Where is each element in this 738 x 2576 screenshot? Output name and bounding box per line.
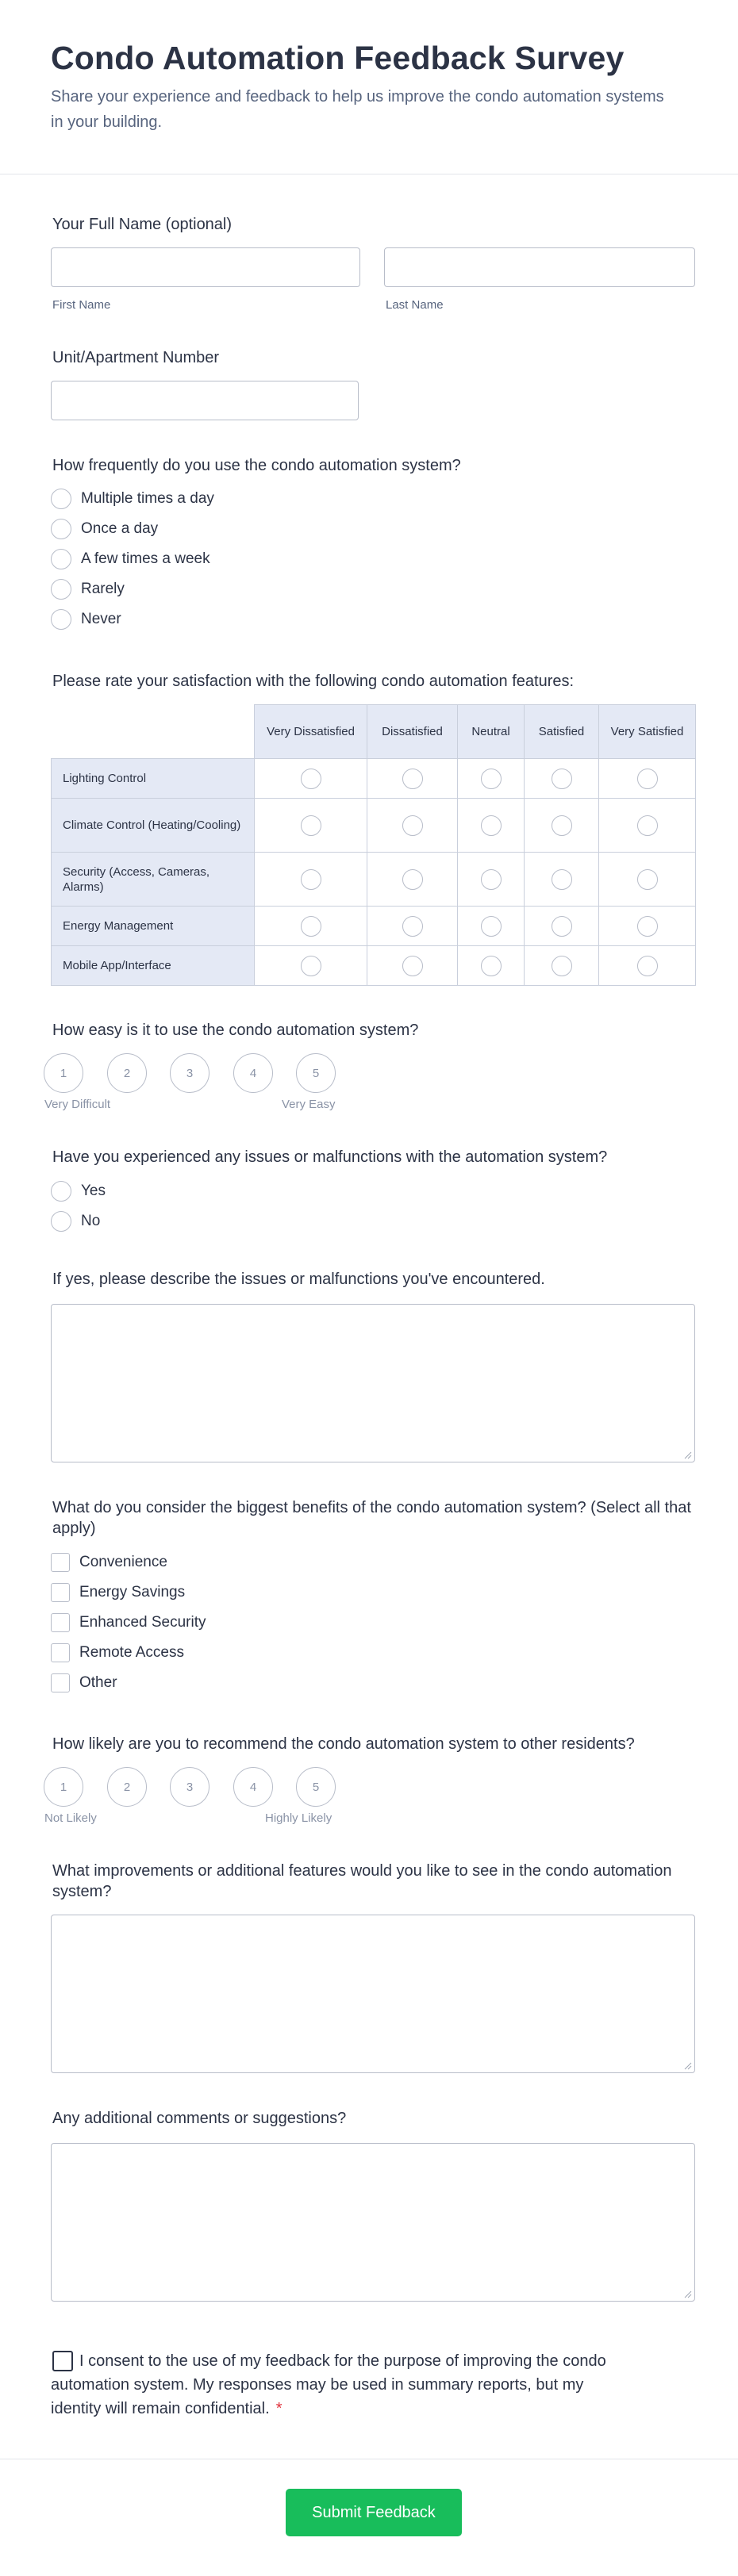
matrix-column-header: Dissatisfied [367,705,458,759]
ease-high-caption: Very Easy [282,1098,336,1111]
issues-option-no[interactable] [51,1210,100,1232]
matrix-row-header: Climate Control (Heating/Cooling) [52,799,255,853]
frequency-option[interactable] [51,608,121,631]
matrix-radio[interactable] [637,956,658,976]
option-label: A few times a week [81,550,210,567]
radio-button[interactable] [51,519,71,539]
matrix-row [52,946,696,986]
checkbox[interactable] [51,1643,70,1662]
issues-option-yes[interactable] [51,1180,106,1202]
consent-label [51,2349,622,2421]
checkbox[interactable] [51,1553,70,1572]
resize-grip-icon[interactable] [684,2062,692,2070]
benefits-option[interactable] [51,1551,167,1574]
issues-question-label: Have you experienced any issues or malfunctions with the automation system? [52,1148,608,1166]
first-name-input[interactable] [51,247,360,287]
ease-question-label: How easy is it to use the condo automation system? [52,1022,419,1039]
matrix-radio[interactable] [552,956,572,976]
matrix-row-header: Lighting Control [52,759,255,799]
matrix-row [52,759,696,799]
option-label: Enhanced Security [79,1614,206,1631]
matrix-radio[interactable] [301,769,321,789]
matrix-radio[interactable] [481,869,502,890]
issues-describe-label: If yes, please describe the issues or malfunctions you've encountered. [52,1271,545,1288]
radio-button[interactable] [51,1211,71,1232]
matrix-row [52,799,696,853]
matrix-radio[interactable] [402,956,423,976]
matrix-row [52,907,696,946]
improvements-question-label: What improvements or additional features would you like to see in the condo automation system? [52,1862,672,1900]
satisfaction-matrix-label: Please rate your satisfaction with the following condo automation features: [52,673,575,690]
radio-button[interactable] [51,1181,71,1202]
matrix-radio[interactable] [301,916,321,937]
option-label: Energy Savings [79,1584,186,1600]
matrix-row-header: Energy Management [52,907,255,946]
matrix-radio[interactable] [402,869,423,890]
satisfaction-matrix [51,704,696,986]
frequency-option[interactable] [51,518,158,540]
submit-button[interactable]: Submit Feedback [286,2489,462,2536]
matrix-radio[interactable] [552,869,572,890]
option-label: No [81,1213,101,1229]
matrix-radio[interactable] [402,815,423,836]
radio-button[interactable] [51,579,71,600]
recommend-question-label: How likely are you to recommend the condo automation system to other residents? [52,1735,635,1753]
matrix-radio[interactable] [301,869,321,890]
radio-button[interactable] [51,609,71,630]
matrix-row [52,853,696,907]
matrix-radio[interactable] [481,769,502,789]
matrix-row-header: Mobile App/Interface [52,946,255,986]
benefits-option[interactable] [51,1672,117,1694]
matrix-radio[interactable] [402,916,423,937]
recommend-scale-option[interactable]: 4 [233,1767,273,1807]
matrix-radio[interactable] [637,815,658,836]
form-title: Condo Automation Feedback Survey [51,40,625,76]
recommend-low-caption: Not Likely [44,1811,97,1825]
benefits-option[interactable] [51,1581,185,1604]
recommend-high-caption: Highly Likely [265,1811,332,1825]
matrix-column-header: Neutral [458,705,525,759]
option-label: Once a day [81,520,159,537]
comments-question-label: Any additional comments or suggestions? [52,2110,347,2127]
recommend-scale-option[interactable]: 2 [107,1767,147,1807]
recommend-scale-option[interactable]: 3 [170,1767,209,1807]
option-label: Other [79,1674,117,1691]
checkbox[interactable] [51,1613,70,1632]
matrix-column-header: Satisfied [525,705,599,759]
form-subtitle: Share your experience and feedback to help us improve the condo automation systems in your building. [51,88,664,131]
ease-scale-option[interactable]: 3 [170,1053,209,1093]
checkbox[interactable] [51,1673,70,1692]
option-label: Never [81,611,121,627]
option-label: Rarely [81,581,125,597]
recommend-scale-option[interactable]: 5 [296,1767,336,1807]
radio-button[interactable] [51,549,71,569]
ease-scale-option[interactable]: 2 [107,1053,147,1093]
matrix-radio[interactable] [552,769,572,789]
matrix-radio[interactable] [481,916,502,937]
required-asterisk: * [275,2400,283,2417]
first-name-sublabel: First Name [52,298,111,312]
benefits-question-label: What do you consider the biggest benefits of the condo automation system? (Select all that apply) [52,1499,691,1537]
radio-button[interactable] [51,489,71,509]
benefits-option[interactable] [51,1612,206,1634]
issues-describe-textarea[interactable] [51,1304,695,1462]
last-name-input[interactable] [384,247,695,287]
benefits-option[interactable] [51,1642,184,1664]
matrix-radio[interactable] [637,769,658,789]
recommend-scale-option[interactable]: 1 [44,1767,83,1807]
matrix-corner [52,705,255,759]
matrix-column-header: Very Satisfied [599,705,696,759]
ease-scale-option[interactable]: 4 [233,1053,273,1093]
matrix-radio[interactable] [637,916,658,937]
matrix-radio[interactable] [481,815,502,836]
frequency-question-label: How frequently do you use the condo automation system? [52,457,461,474]
improvements-textarea[interactable] [51,1915,695,2073]
option-label: Convenience [79,1554,167,1570]
comments-textarea[interactable] [51,2143,695,2302]
ease-scale-option[interactable]: 5 [296,1053,336,1093]
matrix-radio[interactable] [402,769,423,789]
matrix-radio[interactable] [301,815,321,836]
option-label: Yes [81,1183,106,1199]
unit-number-label: Unit/Apartment Number [52,349,220,366]
option-label: Remote Access [79,1644,184,1661]
unit-number-input[interactable] [51,381,359,420]
matrix-row-header: Security (Access, Cameras, Alarms) [52,853,255,907]
frequency-option[interactable] [51,488,214,510]
consent-text: I consent to the use of my feedback for the purpose of improving the condo automation system. My responses may be used in summary reports, but my identity will remain confidential. [51,2352,606,2417]
resize-grip-icon[interactable] [684,1451,692,1459]
matrix-radio[interactable] [481,956,502,976]
matrix-radio[interactable] [637,869,658,890]
ease-low-caption: Very Difficult [44,1098,111,1111]
frequency-option[interactable] [51,548,210,570]
form-header [0,0,738,174]
full-name-label: Your Full Name (optional) [52,216,233,233]
last-name-sublabel: Last Name [386,298,444,312]
matrix-radio[interactable] [552,916,572,937]
matrix-column-header: Very Dissatisfied [255,705,367,759]
option-label: Multiple times a day [81,490,214,507]
matrix-radio[interactable] [301,956,321,976]
matrix-radio[interactable] [552,815,572,836]
ease-scale-option[interactable]: 1 [44,1053,83,1093]
frequency-option[interactable] [51,578,125,600]
checkbox[interactable] [51,1583,70,1602]
resize-grip-icon[interactable] [684,2290,692,2298]
